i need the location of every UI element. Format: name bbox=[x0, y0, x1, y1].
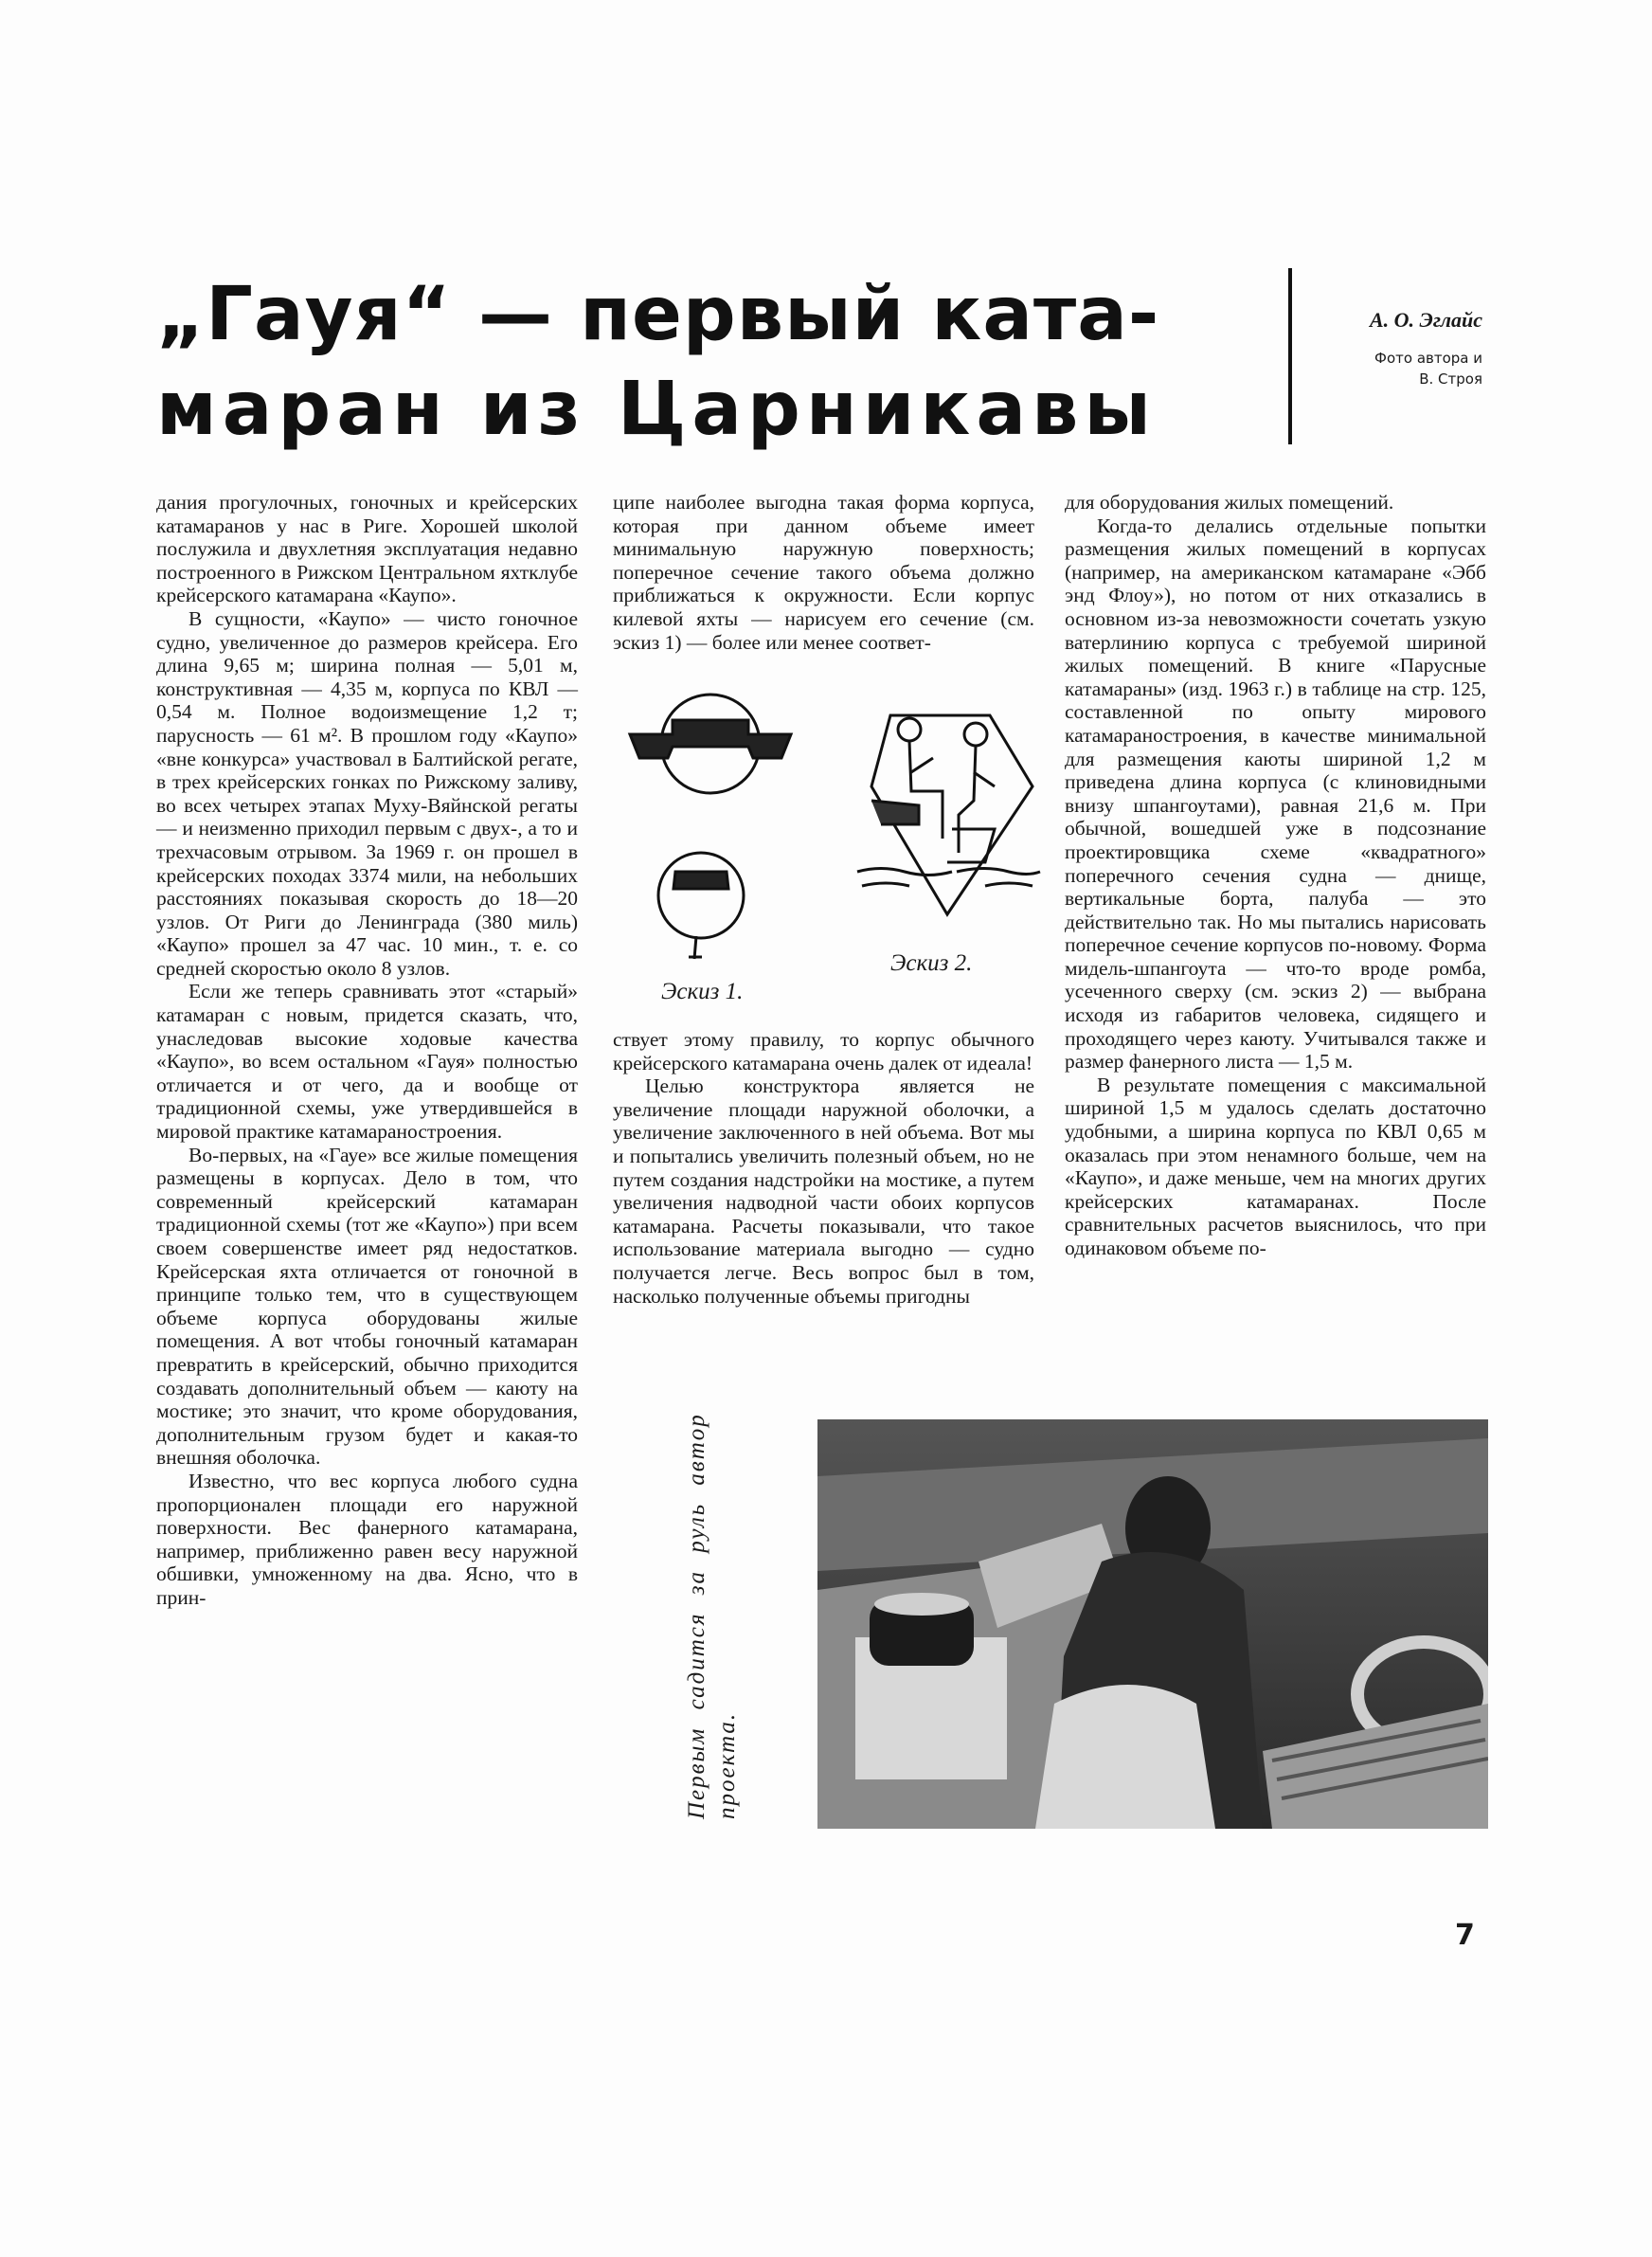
title-divider bbox=[1288, 268, 1292, 444]
paragraph: Когда-то делались отдельные попытки размещения жилых помещений в корпусах (например, на американском катамаране «Эбб энд Флоу»), но потом от них отказались в основном из-за невозможности сочетать узкую ватерлинию корпуса с требуемой шириной жилых помещений. В книге «Парусные катамараны» (изд. 1963 г.) в таблице на стр. 125, составленной по опыту мирового катамараностроения, в качестве минимальной для размещения каюты шириной 1,2 м приведена длина корпуса (с клиновидными внизу шпангоутами), равная 21,6 м. При обычной, вошедшей уже в подсознание проектировщика схеме «квадратного» поперечного сечения судна — днище, вертикальные борта, палуба — это действительно так. Но мы пытались нарисовать поперечное сечение корпусов по-новому. Форма мидель-шпангоута — что-то вроде ромба, усеченного сверху (см. эскиз 2) — выбрана исходя из габаритов человека, сидящего и проходящего через каюту. Учитывался также и размер фанерного листа — 1,5 м. bbox=[1065, 514, 1486, 1074]
title-line-1: „Гауя“ — первый ката- bbox=[156, 272, 1160, 357]
paragraph: для оборудования жилых помещений. bbox=[1065, 491, 1394, 514]
column-2-bottom bbox=[613, 1028, 1034, 1308]
column-3 bbox=[1065, 491, 1486, 1260]
paragraph: ципе наиболее выгодна такая форма корпуса, которая при данном объеме имеет минимальную наружную поверхность; поперечное сечение такого объема должно приближаться к окружности. Если корпус килевой яхты — нарисуем его сечение (см. эскиз 1) — более или менее соответ- bbox=[613, 491, 1034, 654]
sketch-2-caption: Эскиз 2. bbox=[890, 950, 973, 976]
sketch-1-hull-sections bbox=[620, 682, 810, 966]
column-2-top bbox=[613, 491, 1034, 654]
title-line-2: маран из Царникавы bbox=[156, 367, 1157, 452]
paragraph: В сущности, «Каупо» — чисто гоночное судно, увеличенное до размеров крейсера. Его длина 9,65 м; ширина полная — 5,01 м, конструктивная — 4,35 м, корпуса по КВЛ — 0,54 м. Полное водоизмещение 1,2 т; парусность — 61 м². В прошлом году «Каупо» «вне конкурса» участвовал в Балтийской регате, в трех крейсерских гонках по Рижскому заливу, во всех четырех этапах Муху-Вяйнской регаты — и неизменно приходил первым с двух-, а то и трехчасовым отрывом. За 1969 г. он прошел в крейсерских походах 3374 мили, на небольших расстояниях показывая скорость до 18—20 узлов. От Риги до Ленинграда (380 миль) «Каупо» прошел за 47 час. 10 мин., т. е. со средней скоростью около 8 узлов. bbox=[156, 606, 578, 980]
byline bbox=[1331, 308, 1482, 389]
paragraph: ствует этому правилу, то корпус обычного крейсерского катамарана очень далек от идеала! bbox=[613, 1028, 1034, 1074]
paragraph: Известно, что вес корпуса любого судна пропорционален площади его наружной поверхности. Вес фанерного катамарана, например, приближенно равен весу наружной обшивки, умноженному на два. Ясно, что в прин- bbox=[156, 1469, 578, 1609]
page-number: 7 bbox=[1455, 1919, 1475, 1952]
photo-caption: Первым садится за руль автор проекта. bbox=[684, 1413, 740, 1819]
paragraph: Если же теперь сравнивать этот «старый» катамаран с новым, придется сказать, что, унаследовав высокие ходовые качества «Каупо», во всем остальном «Гауя» полностью отличается и от чего, да и вообще от традиционной схемы, уже утвердившейся в мировой практике катамараностроения. bbox=[156, 980, 578, 1144]
sketch-1-caption: Эскиз 1. bbox=[661, 979, 744, 1004]
author-name: А. О. Эглайс bbox=[1369, 308, 1482, 332]
photo-credit-line-2: В. Строя bbox=[1419, 370, 1482, 388]
article-title bbox=[156, 267, 1255, 457]
sketch-2-rhombus-section bbox=[853, 696, 1042, 933]
column-1 bbox=[156, 491, 578, 1610]
paragraph: В результате помещения с максимальной шириной 1,5 м удалось сделать достаточно удобными, а ширина корпуса по КВЛ 0,65 м оказалась при этом ненамного больше, чем на «Каупо», и даже меньше, чем на многих других крейсерских катамаранах. После сравнительных расчетов выяснилось, что при одинаковом объеме по- bbox=[1065, 1073, 1486, 1259]
photo-man-at-helm bbox=[817, 1419, 1488, 1829]
paragraph: дания прогулочных, гоночных и крейсерских катамаранов у нас в Риге. Хорошей школой послужила и двухлетняя эксплуатация недавно построенного в Рижском Центральном яхтклубе крейсерского катамарана «Каупо». bbox=[156, 491, 578, 607]
photo-image bbox=[817, 1419, 1488, 1829]
paragraph: Во-первых, на «Гауе» все жилые помещения размещены в корпусах. Дело в том, что современный крейсерский катамаран традиционной схемы (тот же «Каупо») при всем своем совершенстве имеет ряд недостатков. Крейсерская яхта отличается от гоночной в принципе только тем, что в существующем объеме корпуса оборудованы жилые помещения. А вот чтобы гоночный катамаран превратить в крейсерский, обычно приходится создавать дополнительный объем — каюту на мостике; это значит, что кроме оборудования, дополнительным грузом будет и какая-то внешняя оболочка. bbox=[156, 1143, 578, 1470]
paragraph: Целью конструктора является не увеличение площади наружной оболочки, а увеличение заключенного в ней объема. Вот мы и попытались увеличить полезный объем, но не путем создания надстройки на мостике, а путем увеличения надводной части обоих корпусов катамарана. Расчеты показывали, что такое использование материала выгодно — судно получается легче. Весь вопрос был в том, насколько полученные объемы пригодны bbox=[613, 1074, 1034, 1308]
photo-credit-line-1: Фото автора и bbox=[1374, 350, 1482, 367]
